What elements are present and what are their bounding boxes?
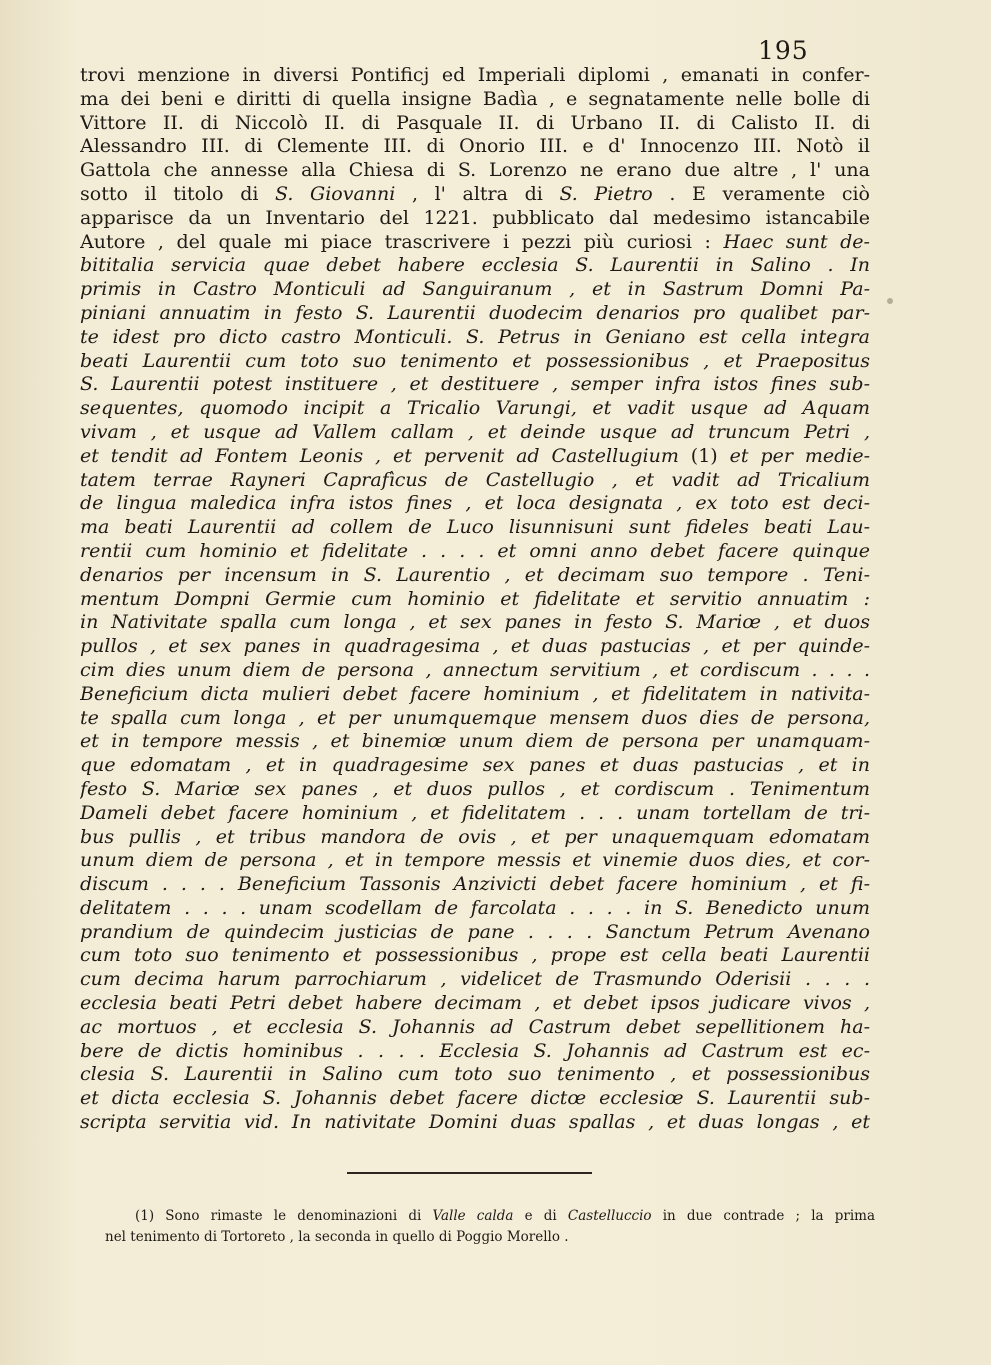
italic-text: que edomatam , et in quadragesime sex panes et duas pastucias , et in bbox=[80, 754, 870, 777]
italic-text: ecclesia beati Petri debet habere decimam , et debet ipsos judicare vivos , bbox=[80, 992, 870, 1015]
text-line bbox=[80, 516, 870, 540]
text-line bbox=[80, 231, 870, 255]
text-line bbox=[80, 64, 870, 88]
roman-text: Alessandro III. di Clemente III. di Onorio III. e d' Innocenzo III. Notò il bbox=[80, 135, 870, 158]
roman-text: (1) Sono rimaste le denominazioni di bbox=[135, 1208, 433, 1224]
italic-text: prandium de quindecim justicias de pane . . . . Sanctum Petrum Avenano bbox=[80, 920, 870, 943]
italic-text: S. Pietro bbox=[559, 182, 653, 205]
text-line bbox=[135, 1206, 875, 1227]
roman-text: apparisce da un Inventario del 1221. pubblicato dal medesimo istancabile bbox=[80, 206, 870, 229]
italic-text: unum diem de persona , et in tempore messis et vinemie duos dies, et cor- bbox=[80, 849, 870, 872]
text-line bbox=[80, 135, 870, 159]
text-line bbox=[80, 326, 870, 350]
text-line bbox=[80, 397, 870, 421]
footnote-rule bbox=[347, 1172, 592, 1174]
roman-text: ma dei beni e diritti di quella insigne Badìa , e segnatamente nelle bolle di bbox=[80, 87, 870, 110]
italic-text: te idest pro dicto castro Monticuli. S. Petrus in Geniano est cella integra bbox=[80, 325, 870, 348]
roman-text: nel tenimento di Tortoreto , la seconda in quello di Poggio Morello . bbox=[105, 1229, 569, 1245]
text-line bbox=[80, 469, 870, 493]
roman-text: , l' altra di bbox=[395, 182, 560, 205]
text-line bbox=[80, 373, 870, 397]
text-line bbox=[80, 707, 870, 731]
roman-text: e di bbox=[513, 1208, 568, 1224]
text-line bbox=[80, 992, 870, 1016]
italic-text: cum toto suo tenimento et possessionibus , prope est cella beati Laurentii bbox=[80, 944, 870, 967]
text-line bbox=[80, 659, 870, 683]
italic-text: bere de dictis hominibus . . . . Ecclesia S. Johannis ad Castrum est ec- bbox=[80, 1039, 870, 1062]
text-line bbox=[80, 1087, 870, 1111]
italic-text: festo S. Mariœ sex panes , et duos pullos , et cordiscum . Tenimentum bbox=[80, 777, 870, 800]
italic-text: et per medie- bbox=[717, 444, 870, 467]
text-line bbox=[80, 897, 870, 921]
text-line bbox=[80, 421, 870, 445]
text-line bbox=[80, 159, 870, 183]
text-line bbox=[80, 778, 870, 802]
italic-text: et dicta ecclesia S. Johannis debet facere dictœ ecclesiœ S. Laurentii sub- bbox=[80, 1087, 870, 1110]
text-line bbox=[80, 1040, 870, 1064]
italic-text: bititalia servicia quae debet habere ecclesia S. Laurentii in Salino . In bbox=[80, 254, 870, 277]
italic-text: S. Giovanni bbox=[275, 182, 396, 205]
text-line bbox=[105, 1227, 605, 1248]
text-line bbox=[80, 302, 870, 326]
italic-text: discum . . . . Beneficium Tassonis Anzivicti debet facere hominium , et fi- bbox=[80, 873, 870, 896]
text-line bbox=[80, 1063, 870, 1087]
italic-text: ma beati Laurentii ad collem de Luco lisunnisuni sunt fideles beati Lau- bbox=[80, 516, 870, 539]
italic-text: et tendit ad Fontem Leonis , et pervenit ad Castellugium bbox=[80, 444, 691, 467]
italic-text: Beneficium dicta mulieri debet facere hominium , et fidelitatem in nativita- bbox=[80, 682, 870, 705]
italic-text: sequentes, quomodo incipit a Tricalio Varungi, et vadit usque ad Aquam bbox=[80, 397, 870, 420]
italic-text: Haec sunt de- bbox=[723, 230, 870, 253]
text-line bbox=[80, 826, 870, 850]
footnote bbox=[105, 1206, 875, 1248]
text-line bbox=[80, 492, 870, 516]
text-line bbox=[80, 588, 870, 612]
roman-text: sotto il titolo di bbox=[80, 182, 276, 205]
roman-text: trovi menzione in diversi Pontificj ed Imperiali diplomi , emanati in confer- bbox=[80, 64, 870, 86]
text-line bbox=[80, 611, 870, 635]
italic-text: Castelluccio bbox=[567, 1208, 652, 1224]
text-line bbox=[80, 445, 870, 469]
italic-text: piniani annuatim in festo S. Laurentii duodecim denarios pro qualibet par- bbox=[80, 301, 870, 324]
text-line bbox=[80, 968, 870, 992]
text-line bbox=[80, 730, 870, 754]
italic-text: Dameli debet facere hominium , et fidelitatem . . . unam tortellam de tri- bbox=[80, 801, 870, 824]
text-line bbox=[80, 849, 870, 873]
text-line bbox=[80, 278, 870, 302]
italic-text: mentum Dompni Germie cum hominio et fidelitate et servitio annuatim : bbox=[80, 587, 870, 610]
italic-text: scripta servitia vid. In nativitate Domini duas spallas , et duas longas , et bbox=[80, 1111, 870, 1134]
italic-text: S. Laurentii potest instituere , et destituere , semper infra istos fines sub- bbox=[80, 373, 870, 396]
text-line bbox=[80, 540, 870, 564]
text-line bbox=[80, 112, 870, 136]
italic-text: et in tempore messis , et binemiœ unum diem de persona per unamquam- bbox=[80, 730, 870, 753]
italic-text: tatem terrae Rayneri Caprafìcus de Castellugio , et vadit ad Tricalium bbox=[80, 468, 870, 491]
roman-text: Gattola che annesse alla Chiesa di S. Lorenzo ne erano due altre , l' una bbox=[80, 159, 870, 182]
roman-text: Vittore II. di Niccolò II. di Pasquale II. di Urbano II. di Calisto II. di bbox=[80, 111, 870, 134]
text-line bbox=[80, 1016, 870, 1040]
text-line bbox=[80, 873, 870, 897]
main-text bbox=[80, 64, 870, 1135]
italic-text: delitatem . . . . unam scodellam de farcolata . . . . in S. Benedicto unum bbox=[80, 896, 870, 919]
text-line bbox=[80, 254, 870, 278]
italic-text: primis in Castro Monticuli ad Sanguiranum , et in Sastrum Domni Pa- bbox=[80, 278, 870, 301]
roman-text: (1) bbox=[690, 444, 718, 467]
italic-text: bus pullis , et tribus mandora de ovis , et per unaquemquam edomatam bbox=[80, 825, 870, 848]
italic-text: beati Laurentii cum toto suo tenimento et possessionibus , et Praepositus bbox=[80, 349, 870, 372]
italic-text: rentii cum hominio et fidelitate . . . . et omni anno debet facere quinque bbox=[80, 539, 870, 562]
italic-text: denarios per incensum in S. Laurentio , et decimam suo tempore . Teni- bbox=[80, 563, 870, 586]
text-line bbox=[80, 683, 870, 707]
italic-text: Valle calda bbox=[432, 1208, 514, 1224]
text-line bbox=[80, 1111, 870, 1135]
italic-text: te spalla cum longa , et per unumquemque mensem duos dies de persona, bbox=[80, 706, 870, 729]
italic-text: cum decima harum parrochiarum , videlicet de Trasmundo Oderisii . . . . bbox=[80, 968, 870, 991]
page-number: 195 bbox=[758, 36, 809, 65]
italic-text: de lingua maledica infra istos fines , et loca designata , ex toto est deci- bbox=[80, 492, 870, 515]
text-line bbox=[80, 921, 870, 945]
text-line bbox=[80, 183, 870, 207]
roman-text: . E veramente ciò bbox=[652, 182, 870, 205]
roman-text: in due contrade ; la prima bbox=[651, 1208, 875, 1224]
text-line bbox=[80, 350, 870, 374]
text-line bbox=[80, 207, 870, 231]
text-line bbox=[80, 635, 870, 659]
text-line bbox=[80, 564, 870, 588]
italic-text: in Nativitate spalla cum longa , et sex panes in festo S. Mariœ , et duos bbox=[80, 611, 870, 634]
roman-text: Autore , del quale mi piace trascrivere i pezzi più curiosi : bbox=[80, 230, 724, 253]
italic-text: cim dies unum diem de persona , annectum servitium , et cordiscum . . . . bbox=[80, 658, 870, 681]
text-line bbox=[80, 944, 870, 968]
text-line bbox=[80, 88, 870, 112]
text-line bbox=[80, 802, 870, 826]
italic-text: ac mortuos , et ecclesia S. Johannis ad Castrum debet sepellitionem ha- bbox=[80, 1015, 870, 1038]
italic-text: vivam , et usque ad Vallem callam , et deinde usque ad truncum Petri , bbox=[80, 420, 870, 443]
italic-text: pullos , et sex panes in quadragesima , et duas pastucias , et per quinde- bbox=[80, 635, 870, 658]
italic-text: clesia S. Laurentii in Salino cum toto suo tenimento , et possessionibus bbox=[80, 1063, 870, 1086]
ink-spot bbox=[887, 298, 893, 304]
text-line bbox=[80, 754, 870, 778]
